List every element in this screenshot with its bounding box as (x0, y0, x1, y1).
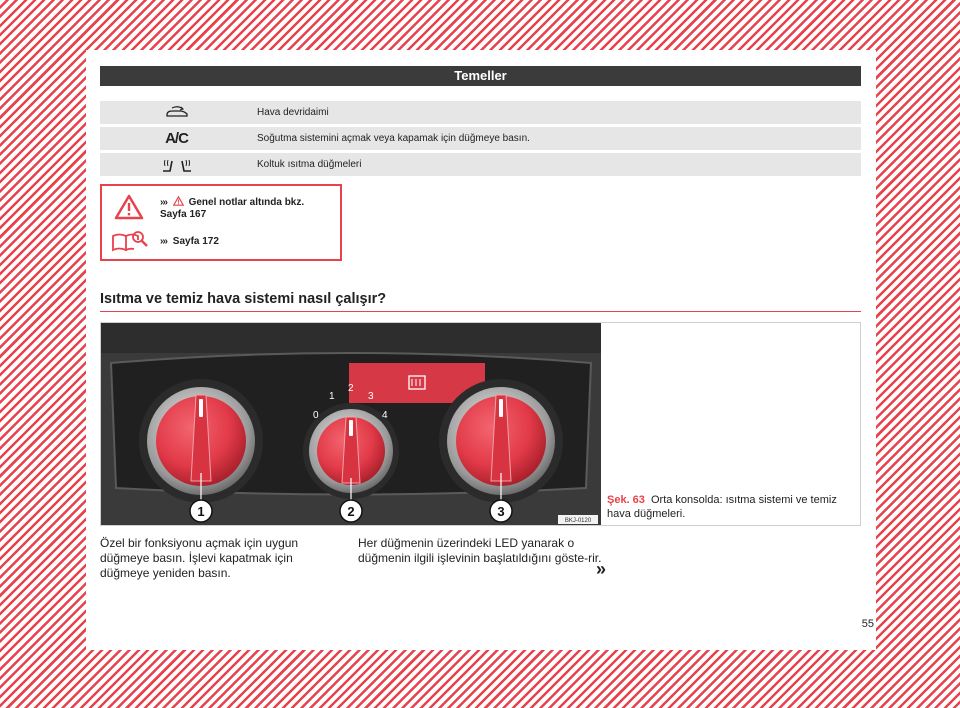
table-row (100, 153, 861, 176)
body-paragraph-2: Her düğmenin üzerindeki LED yanarak o düğmenin ilgili işlevinin başlatıldığını göste-rir. (358, 536, 602, 565)
symbol-description: Koltuk ısıtma düğmeleri (257, 159, 362, 170)
car-recirculation-icon (164, 106, 190, 120)
section-title: Isıtma ve temiz hava sistemi nasıl çalışır? (100, 291, 861, 312)
svg-text:3: 3 (497, 504, 505, 519)
seat-heating-icon (160, 157, 194, 173)
fan-scale-0: 0 (313, 410, 319, 421)
page-number: 55 (861, 618, 874, 630)
figure-code: BKJ-0120 (564, 518, 592, 524)
fan-scale-3: 3 (368, 391, 374, 402)
fan-scale-1: 1 (329, 391, 335, 402)
chapter-title: Temeller (454, 68, 507, 83)
svg-text:1: 1 (197, 504, 205, 519)
notes-box (100, 184, 342, 261)
chapter-header (100, 66, 861, 86)
callout-3 (490, 500, 512, 522)
svg-text:2: 2 (347, 504, 355, 519)
caption-label: Şek. 63 (607, 494, 645, 506)
book-magnifier-icon (110, 228, 150, 256)
callout-2 (340, 500, 362, 522)
manual-page (86, 50, 876, 650)
callout-1 (190, 500, 212, 522)
caption-text: Orta konsolda: ısıtma sistemi ve temiz hava düğmeleri. (607, 494, 837, 520)
ac-icon: A/C (165, 130, 188, 147)
figure (100, 322, 861, 526)
symbol-description: Hava devridaimi (257, 107, 329, 118)
body-paragraph-1: Özel bir fonksiyonu açmak için uygun düğmeye basın. İşlevi kapatmak için düğmeye yeniden basın. (100, 536, 299, 580)
fan-scale-4: 4 (382, 410, 388, 421)
continued-marker: » (596, 559, 607, 579)
note-page-ref[interactable]: ››› Sayfa 172 (160, 236, 219, 247)
console-photo (101, 323, 601, 525)
figure-caption (607, 494, 857, 521)
warning-small-icon (173, 196, 184, 206)
table-row (100, 127, 861, 150)
table-row (100, 101, 861, 124)
warning-icon (114, 194, 144, 220)
symbol-table (100, 101, 861, 179)
fan-scale-2: 2 (348, 383, 354, 394)
note-general[interactable]: ››› Genel notlar altında bkz. Sayfa 167 (160, 197, 305, 220)
symbol-description: Soğutma sistemini açmak veya kapamak için düğmeye basın. (257, 133, 530, 144)
